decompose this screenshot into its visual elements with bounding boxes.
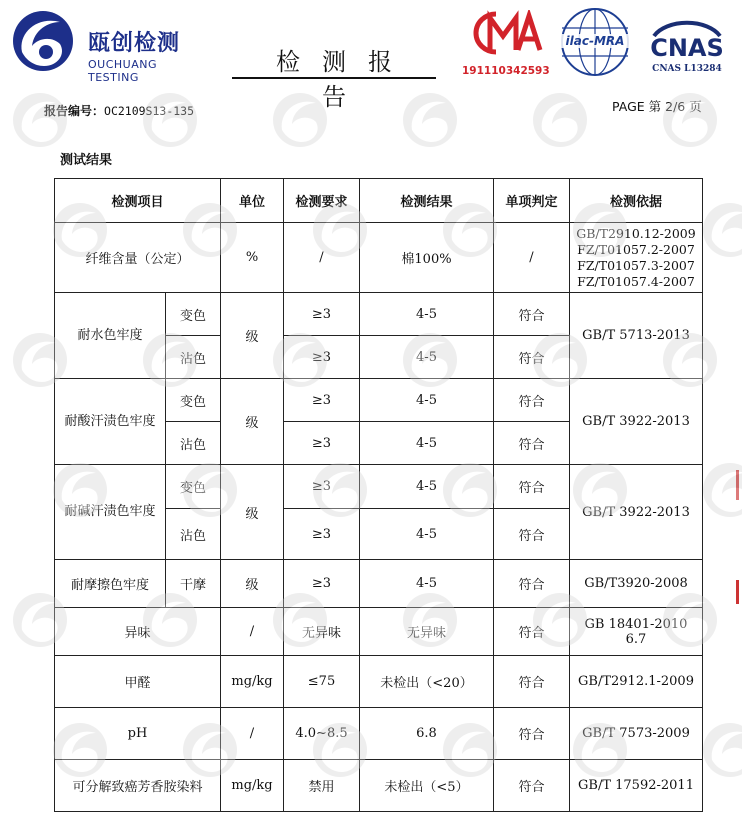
judgement-cell: 符合 [494,760,570,812]
result-cell: 4-5 [360,465,494,509]
requirement-cell: ≥3 [284,560,360,608]
item-cell: 耐水色牢度 [55,293,166,379]
requirement-cell: ≥3 [284,422,360,465]
basis-cell [570,223,703,293]
item-cell: 耐碱汗渍色牢度 [55,465,166,560]
edge-mark [736,470,739,500]
watermark-logo-icon [530,90,590,150]
watermark-logo-icon [10,90,70,150]
ilac-mra-mark [557,6,633,78]
basis-cell: GB/T 3922-2013 [570,379,703,465]
result-cell: 4-5 [360,509,494,560]
item-cell: 异味 [55,608,221,656]
requirement-cell: 无异味 [284,608,360,656]
section-title: 测试结果 [60,153,113,168]
header-requirement: 检测要求 [284,179,360,223]
unit-cell: 级 [221,560,284,608]
requirement-cell: ≥3 [284,509,360,560]
company-name-en: OUCHUANG TESTING [88,58,157,84]
basis-line: FZ/T01057.3-2007 [577,257,695,273]
page-ye: 页 [689,99,702,114]
item-cell: 可分解致癌芳香胺染料 [55,760,221,812]
basis-cell: GB/T 5713-2013 [570,293,703,379]
requirement-cell: / [284,223,360,293]
requirement-cell: ≥3 [284,379,360,422]
page-indicator [612,97,702,115]
result-cell: 4-5 [360,560,494,608]
basis-line: FZ/T01057.4-2007 [577,273,695,289]
report-number-label: 报告编号： [44,104,105,118]
result-cell: 4-5 [360,293,494,336]
basis-cell: GB/T 3922-2013 [570,465,703,560]
unit-cell: mg/kg [221,656,284,708]
watermark-logo-icon [140,90,200,150]
report-number-value: OC2109S13-135 [104,104,195,118]
page-current-total: 2/6 [665,99,686,114]
sub-item-cell: 沾色 [166,509,221,560]
item-cell: 甲醛 [55,656,221,708]
table-row [55,708,703,760]
edge-marks [736,470,740,610]
item-cell: 纤维含量（公定） [55,223,221,293]
cnas-mark [644,10,730,80]
item-cell: pH [55,708,221,760]
sub-item-cell: 沾色 [166,422,221,465]
judgement-cell: 符合 [494,608,570,656]
judgement-cell: 符合 [494,293,570,336]
result-cell: 4-5 [360,336,494,379]
ouchuang-logo-icon [8,8,78,74]
cma-logo-icon [466,10,544,56]
table-row [55,223,703,293]
basis-cell: GB/T 7573-2009 [570,708,703,760]
ilac-label: ilac-MRA [557,34,633,48]
basis-cell: GB/T2912.1-2009 [570,656,703,708]
cnas-number: CNAS L13284 [652,64,722,74]
unit-cell: mg/kg [221,760,284,812]
table-header-row [55,179,703,223]
requirement-cell: ≥3 [284,293,360,336]
sub-item-cell: 干摩 [166,560,221,608]
sub-item-cell: 变色 [166,465,221,509]
judgement-cell: 符合 [494,708,570,760]
judgement-cell: 符合 [494,509,570,560]
header-item: 检测项目 [55,179,221,223]
company-name-cn: 瓯创检测 [88,31,181,56]
result-cell: 4-5 [360,422,494,465]
table-row [55,560,703,608]
sub-item-cell: 沾色 [166,336,221,379]
page-di: 第 [648,99,662,114]
basis-cell: GB 18401-2010 6.7 [570,608,703,656]
requirement-cell: ≥3 [284,465,360,509]
cnas-label: CNAS [650,34,724,62]
judgement-cell: 符合 [494,336,570,379]
requirement-cell: ≥3 [284,336,360,379]
company-logo [8,8,208,84]
result-cell: 无异味 [360,608,494,656]
basis-cell: GB/T 17592-2011 [570,760,703,812]
unit-cell: 级 [221,293,284,379]
unit-cell: / [221,708,284,760]
table-row [55,465,703,509]
basis-line: GB/T2910.12-2009 [576,225,696,241]
report-title: 检测报告 [276,48,414,111]
unit-cell: 级 [221,465,284,560]
sub-item-cell: 变色 [166,293,221,336]
table-row [55,379,703,422]
header-unit: 单位 [221,179,284,223]
item-cell: 耐摩擦色牢度 [55,560,166,608]
unit-cell: / [221,608,284,656]
judgement-cell: 符合 [494,379,570,422]
page-prefix: PAGE [612,99,645,114]
table-row [55,293,703,336]
requirement-cell: ≤75 [284,656,360,708]
requirement-cell: 4.0~8.5 [284,708,360,760]
report-number [44,102,194,119]
table-row [55,656,703,708]
result-cell: 棉100% [360,223,494,293]
results-table [54,178,703,812]
judgement-cell: / [494,223,570,293]
item-cell: 耐酸汗渍色牢度 [55,379,166,465]
unit-cell: % [221,223,284,293]
judgement-cell: 符合 [494,560,570,608]
header-result: 检测结果 [360,179,494,223]
unit-cell: 级 [221,379,284,465]
edge-mark [736,580,739,604]
result-cell: 未检出（<5） [360,760,494,812]
watermark-logo-icon [700,720,742,780]
basis-line: FZ/T01057.2-2007 [577,241,695,257]
cma-number: 191110342593 [462,65,550,77]
header-basis: 检测依据 [570,179,703,223]
watermark-logo-icon [700,200,742,260]
requirement-cell: 禁用 [284,760,360,812]
cma-mark [462,10,548,80]
result-cell: 4-5 [360,379,494,422]
judgement-cell: 符合 [494,422,570,465]
judgement-cell: 符合 [494,465,570,509]
basis-cell: GB/T3920-2008 [570,560,703,608]
sub-item-cell: 变色 [166,379,221,422]
result-cell: 6.8 [360,708,494,760]
result-cell: 未检出（<20） [360,656,494,708]
title-underline [232,77,436,79]
header-judgement: 单项判定 [494,179,570,223]
table-row [55,608,703,656]
judgement-cell: 符合 [494,656,570,708]
table-row [55,760,703,812]
